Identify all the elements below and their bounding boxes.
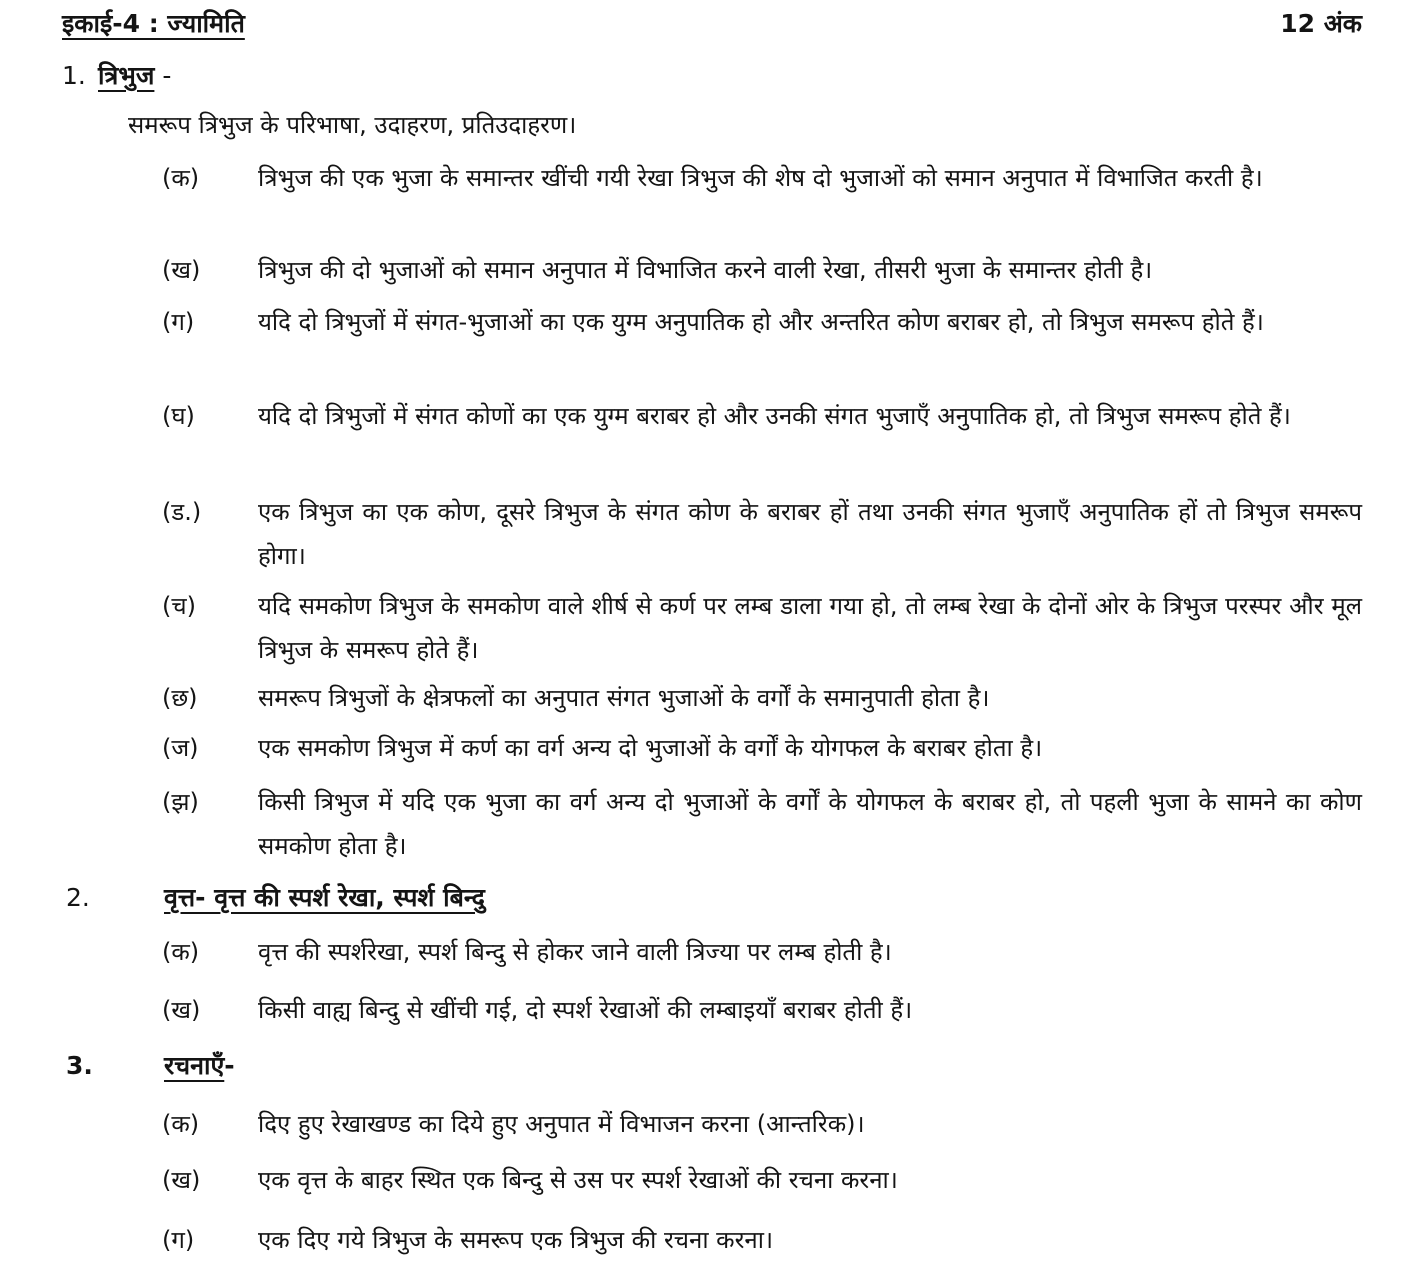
- item-label: (ग): [162, 1226, 195, 1254]
- section-3-heading: [66, 1048, 235, 1082]
- section-suffix: -: [154, 61, 172, 90]
- item-label: (ख): [162, 1166, 201, 1194]
- item-label: (ग): [162, 308, 195, 336]
- section-title: रचनाएँ: [164, 1051, 225, 1080]
- item-text: त्रिभुज की एक भुजा के समान्तर खींची गयी रेखा त्रिभुज की शेष दो भुजाओं को समान अनुपात में विभाजित करती है।: [258, 164, 1263, 192]
- item-label: (छ): [162, 684, 198, 712]
- item-text: दिए हुए रेखाखण्ड का दिये हुए अनुपात में विभाजन करना (आन्तरिक)।: [258, 1110, 865, 1138]
- item-text: त्रिभुज की दो भुजाओं को समान अनुपात में विभाजित करने वाली रेखा, तीसरी भुजा के समान्तर होती है।: [258, 256, 1153, 284]
- item-text: किसी वाह्य बिन्दु से खींची गई, दो स्पर्श रेखाओं की लम्बाइयाँ बराबर होती हैं।: [258, 996, 913, 1024]
- item-label: (ख): [162, 256, 201, 284]
- item-text: यदि समकोण त्रिभुज के समकोण वाले शीर्ष से कर्ण पर लम्ब डाला गया हो, तो लम्ब रेखा के दोनों ओर के त्रिभुज परस्पर और मूल त्रिभुज के समरूप होते हैं।: [258, 592, 1362, 664]
- item-label: (ड.): [162, 498, 202, 526]
- item-text: यदि दो त्रिभुजों में संगत-भुजाओं का एक युग्म अनुपातिक हो और अन्तरित कोण बराबर हो, तो त्रिभुज समरूप होते हैं।: [258, 308, 1264, 336]
- item-label: (झ): [162, 788, 199, 816]
- item-text: समरूप त्रिभुजों के क्षेत्रफलों का अनुपात संगत भुजाओं के वर्गों के समानुपाती होता है।: [258, 684, 990, 712]
- item-text: यदि दो त्रिभुजों में संगत कोणों का एक युग्म बराबर हो और उनकी संगत भुजाएँ अनुपातिक हो, तो त्रिभुज समरूप होते हैं।: [258, 402, 1291, 430]
- item-text: एक समकोण त्रिभुज में कर्ण का वर्ग अन्य दो भुजाओं के वर्गों के योगफल के बराबर होता है।: [258, 734, 1043, 762]
- unit-title: इकाई-4 : ज्यामिति: [62, 9, 245, 38]
- section-1-intro: समरूप त्रिभुज के परिभाषा, उदाहरण, प्रतिउदाहरण।: [128, 111, 577, 139]
- item-label: (घ): [162, 402, 195, 430]
- item-text: किसी त्रिभुज में यदि एक भुजा का वर्ग अन्य दो भुजाओं के वर्गों के योगफल के बराबर हो, तो पहली भुजा के सामने का कोण समकोण होता है।: [258, 788, 1362, 860]
- item-label: (ख): [162, 996, 201, 1024]
- item-text: एक वृत्त के बाहर स्थित एक बिन्दु से उस पर स्पर्श रेखाओं की रचना करना।: [258, 1166, 898, 1194]
- section-title: त्रिभुज: [98, 61, 155, 90]
- section-number: 3.: [66, 1051, 93, 1080]
- section-2-heading: [66, 880, 485, 914]
- item-text: वृत्त की स्पर्शरेखा, स्पर्श बिन्दु से होकर जाने वाली त्रिज्या पर लम्ब होती है।: [258, 938, 892, 966]
- item-label: (च): [162, 592, 196, 620]
- item-label: (ज): [162, 734, 199, 762]
- item-text: एक त्रिभुज का एक कोण, दूसरे त्रिभुज के संगत कोण के बराबर हों तथा उनकी संगत भुजाएँ अनुपातिक हों तो त्रिभुज समरूप होगा।: [258, 498, 1362, 570]
- section-number: 2.: [66, 883, 90, 912]
- unit-marks: 12 अंक: [1280, 9, 1362, 38]
- section-number: 1.: [62, 61, 86, 90]
- item-label: (क): [162, 164, 200, 192]
- item-text: एक दिए गये त्रिभुज के समरूप एक त्रिभुज की रचना करना।: [258, 1226, 774, 1254]
- item-label: (क): [162, 938, 200, 966]
- section-1-heading: [62, 58, 171, 92]
- section-title: वृत्त- वृत्त की स्पर्श रेखा, स्पर्श बिन्दु: [164, 883, 485, 912]
- section-suffix: -: [224, 1051, 235, 1080]
- item-label: (क): [162, 1110, 200, 1138]
